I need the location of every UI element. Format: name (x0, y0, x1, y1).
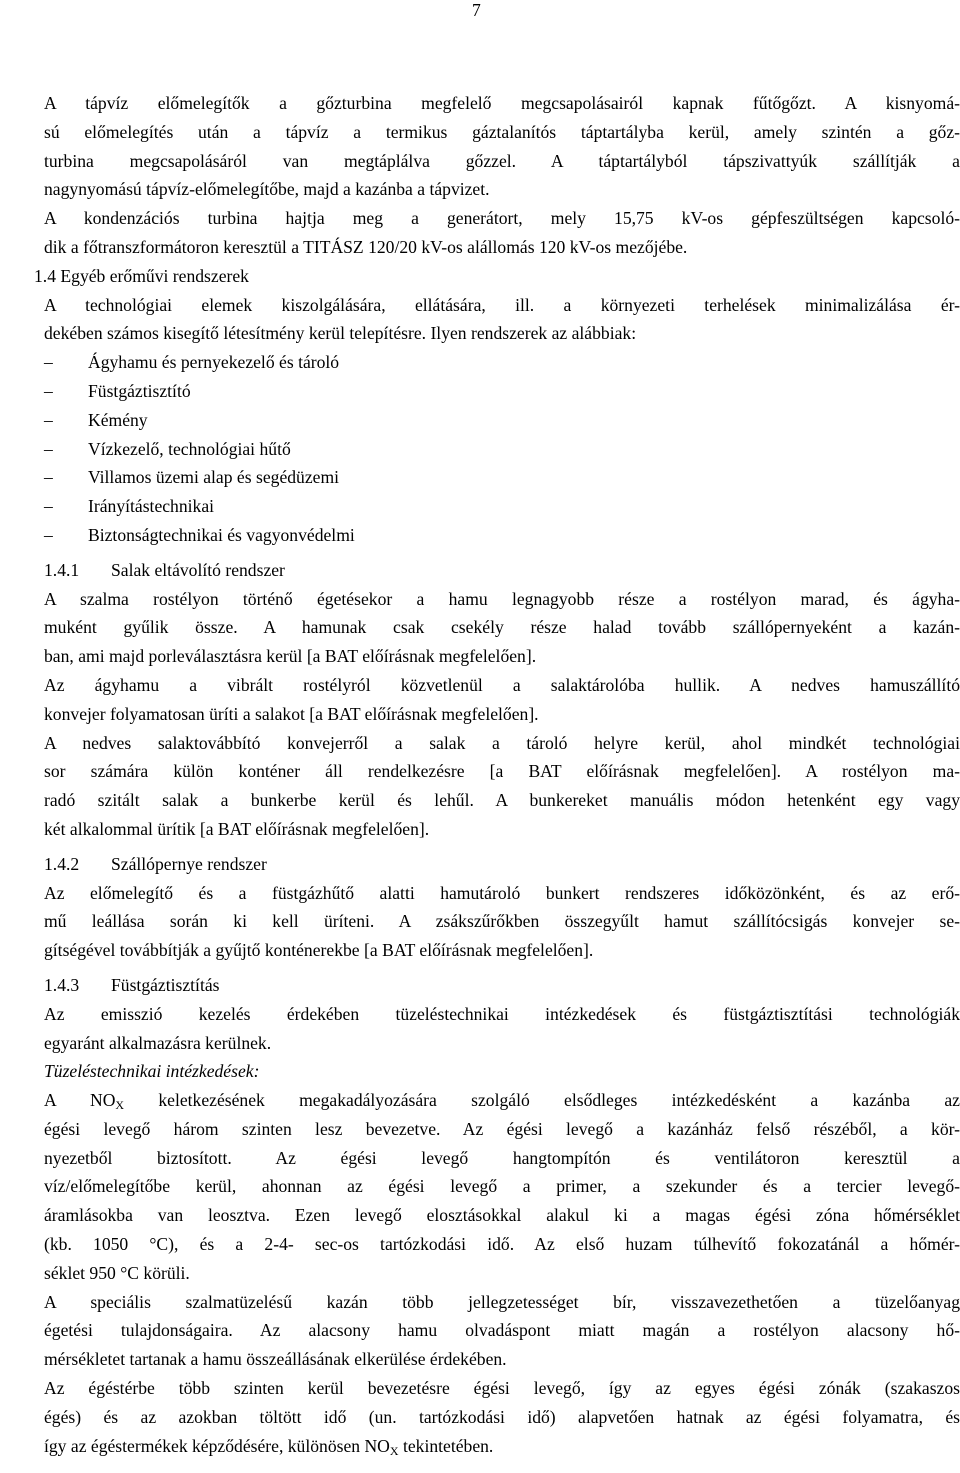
list-item (44, 348, 960, 377)
text-line: áramlásokba van leosztva. Ezen levegő elosztásokkal alakul ki a magas égési zóna hőmérséklet (44, 1205, 960, 1226)
text-fragment: így az égéstermékek képződésére, különösen NO (44, 1435, 390, 1456)
text-line: gítségével továbbítják a gyűjtő konténerekbe [a BAT előírásnak megfelelően]. (44, 940, 594, 961)
text-line: Az ágyhamu a vibrált rostélyról közvetlenül a salaktárolóba hullik. A nedves hamuszállító (44, 674, 960, 695)
section-title: Füstgáztisztítás (111, 974, 220, 995)
text-line: víz/előmelegítőbe kerül, ahonnan az égési levegő a primer, a szekunder és a tercier levegő- (44, 1176, 960, 1197)
section-title: Egyéb erőművi rendszerek (60, 265, 249, 286)
paragraph-slag-1 (44, 585, 960, 671)
text-line: konvejer folyamatosan üríti a salakot [a BAT előírásnak megfelelően]. (44, 703, 539, 724)
list-item (44, 463, 960, 492)
list-item (44, 406, 960, 435)
text-line: (kb. 1050 °C), és a 2-4- sec-os tartózkodási idő. Az első huzam túlhevítő fokozatánál a hőmér- (44, 1234, 960, 1255)
text-line: A speciális szalmatüzelésű kazán több jellegzetességet bír, visszavezethetően a tüzelőanyag (44, 1291, 960, 1312)
text-fragment: tekintetében. (398, 1435, 494, 1456)
text-line: radó szitált salak a bunkerbe kerül és lehűl. A bunkereket manuális módon hetenként egy vagy (44, 790, 960, 811)
dash-bullet: – (44, 380, 53, 401)
text-line: séklet 950 °C körüli. (44, 1262, 190, 1283)
dash-bullet: – (44, 524, 53, 545)
section-number: 1.4.1 (44, 559, 80, 580)
paragraph-slag-2 (44, 671, 960, 729)
paragraph-generator (44, 204, 960, 262)
text-line: Az égéstérbe több szinten kerül bevezetésre égési levegő, így az egyes égési zónák (szakaszos (44, 1378, 960, 1399)
text-line: sú előmelegítés után a tápvíz a termikus gáztalanítós táptartályba kerül, amely szintén a gőz- (44, 121, 960, 142)
text-line: Az emisszió kezelés érdekében tüzeléstechnikai intézkedések és füstgáztisztítási technológiák (44, 1003, 960, 1024)
text-line: dik a főtranszformátoron keresztül a TITÁSZ 120/20 kV-os alállomás 120 kV-os mezőjébe. (44, 236, 688, 257)
list-item-text: Vízkezelő, technológiai hűtő (88, 438, 291, 459)
list-item (44, 435, 960, 464)
section-number: 1.4.2 (44, 853, 80, 874)
section-title: Salak eltávolító rendszer (111, 559, 285, 580)
text-line (44, 1086, 960, 1115)
paragraph-special-boiler (44, 1288, 960, 1374)
system-list (44, 348, 960, 550)
text-fragment: A NO (44, 1090, 116, 1111)
text-fragment: keletkezésének megakadályozására szolgáló elsődleges intézkedésként a kazánba az (124, 1090, 960, 1111)
text-line: ban, ami majd porleválasztásra kerül [a BAT előírásnak megfelelően]. (44, 646, 537, 667)
text-line: A tápvíz előmelegítők a gőzturbina megfelelő megcsapolásairól kapnak fűtőgőzt. A kisnyomá- (44, 93, 960, 113)
page-number: 7 (472, 0, 481, 20)
list-item-text: Irányítástechnikai (88, 496, 215, 517)
document-body (34, 89, 960, 1460)
section-title: Szállópernye rendszer (111, 853, 267, 874)
paragraph-flue-gas (44, 1000, 960, 1058)
dash-bullet: – (44, 467, 53, 488)
text-line (44, 1432, 960, 1461)
section-heading-1-4 (34, 262, 960, 291)
text-line: A nedves salaktovábbító konvejerről a salak a tároló helyre kerül, ahol mindkét technológiai (44, 732, 960, 753)
dash-bullet: – (44, 352, 53, 373)
dash-bullet: – (44, 409, 53, 430)
text-line: Az előmelegítő és a füstgázhűtő alatti hamutároló bunkert rendszeres időközönként, és az erő- (44, 882, 960, 903)
italic-subheading: Tüzeléstechnikai intézkedések: (44, 1061, 260, 1082)
list-item-text: Biztonságtechnikai és vagyonvédelmi (88, 524, 355, 545)
paragraph-auxiliary-systems (44, 291, 960, 349)
list-item (44, 492, 960, 521)
list-item (44, 521, 960, 550)
text-line: turbina megcsapolásáról van megtáplálva gőzzel. A táptartályból tápszivattyúk szállítják a (44, 150, 960, 171)
list-item-text: Kémény (88, 409, 148, 430)
paragraph-nox (44, 1086, 960, 1288)
text-line: A szalma rostélyon történő égetésekor a hamu legnagyobb része a rostélyon marad, és ágyha- (44, 588, 960, 609)
subscript: X (389, 1443, 399, 1458)
text-line: A kondenzációs turbina hajtja meg a generátort, mely 15,75 kV-os gépfeszültségen kapcsoló- (44, 208, 960, 229)
text-line: dekében számos kisegítő létesítmény kerül telepítésre. Ilyen rendszerek az alábbiak: (44, 323, 637, 344)
subscript: X (115, 1098, 125, 1113)
section-number: 1.4.3 (44, 974, 80, 995)
text-line: nyezetből biztosított. Az égési levegő hangtompítón és ventilátoron keresztül a (44, 1147, 960, 1168)
list-item (44, 377, 960, 406)
section-heading-1-4-2 (44, 850, 960, 879)
list-item-text: Ágyhamu és pernyekezelő és tároló (88, 352, 340, 373)
text-line: mérsékletet tartanak a hamu összeállásának elkerülése érdekében. (44, 1349, 507, 1370)
section-heading-1-4-1 (44, 556, 960, 585)
list-item-text: Füstgáztisztító (88, 380, 191, 401)
dash-bullet: – (44, 438, 53, 459)
text-line: mű leállása során ki kell üríteni. A zsákszűrőkben összegyűlt hamut szállítócsigás konvejer se- (44, 911, 960, 932)
paragraph-fly-ash (44, 879, 960, 965)
paragraph-combustion-air (44, 1374, 960, 1460)
list-item-text: Villamos üzemi alap és segédüzemi (88, 467, 340, 488)
section-number: 1.4 (34, 265, 56, 286)
text-line: két alkalommal ürítik [a BAT előírásnak megfelelően]. (44, 818, 430, 839)
text-line: égési levegő három szinten lesz bevezetve. Az égési levegő a kazánház felső részéből, a kör- (44, 1118, 960, 1139)
text-line: muként gyűlik össze. A hamunak csak csekély része halad tovább szállópernyeként a kazán- (44, 617, 960, 638)
text-line: égés) és az azokban töltött idő (un. tartózkodási idő) alapvetően hatnak az égési folyamatra, és (44, 1406, 960, 1427)
section-heading-1-4-3 (44, 971, 960, 1000)
text-line: égetési tulajdonságaira. Az alacsony hamu olvadáspont miatt magán a rostélyon alacsony hő- (44, 1320, 960, 1341)
paragraph-feedwater (44, 89, 960, 204)
text-line: sor számára külön konténer áll rendelkezésre [a BAT előírásnak megfelelően]. A rostélyon ma- (44, 761, 960, 782)
text-line: A technológiai elemek kiszolgálására, ellátására, ill. a környezeti terhelések minimalizálása ér- (44, 294, 960, 315)
paragraph-slag-3 (44, 729, 960, 844)
text-line: egyaránt alkalmazásra kerülnek. (44, 1032, 272, 1053)
dash-bullet: – (44, 496, 53, 517)
text-line: nagynyomású tápvíz-előmelegítőbe, majd a kazánba a tápvizet. (44, 179, 490, 200)
